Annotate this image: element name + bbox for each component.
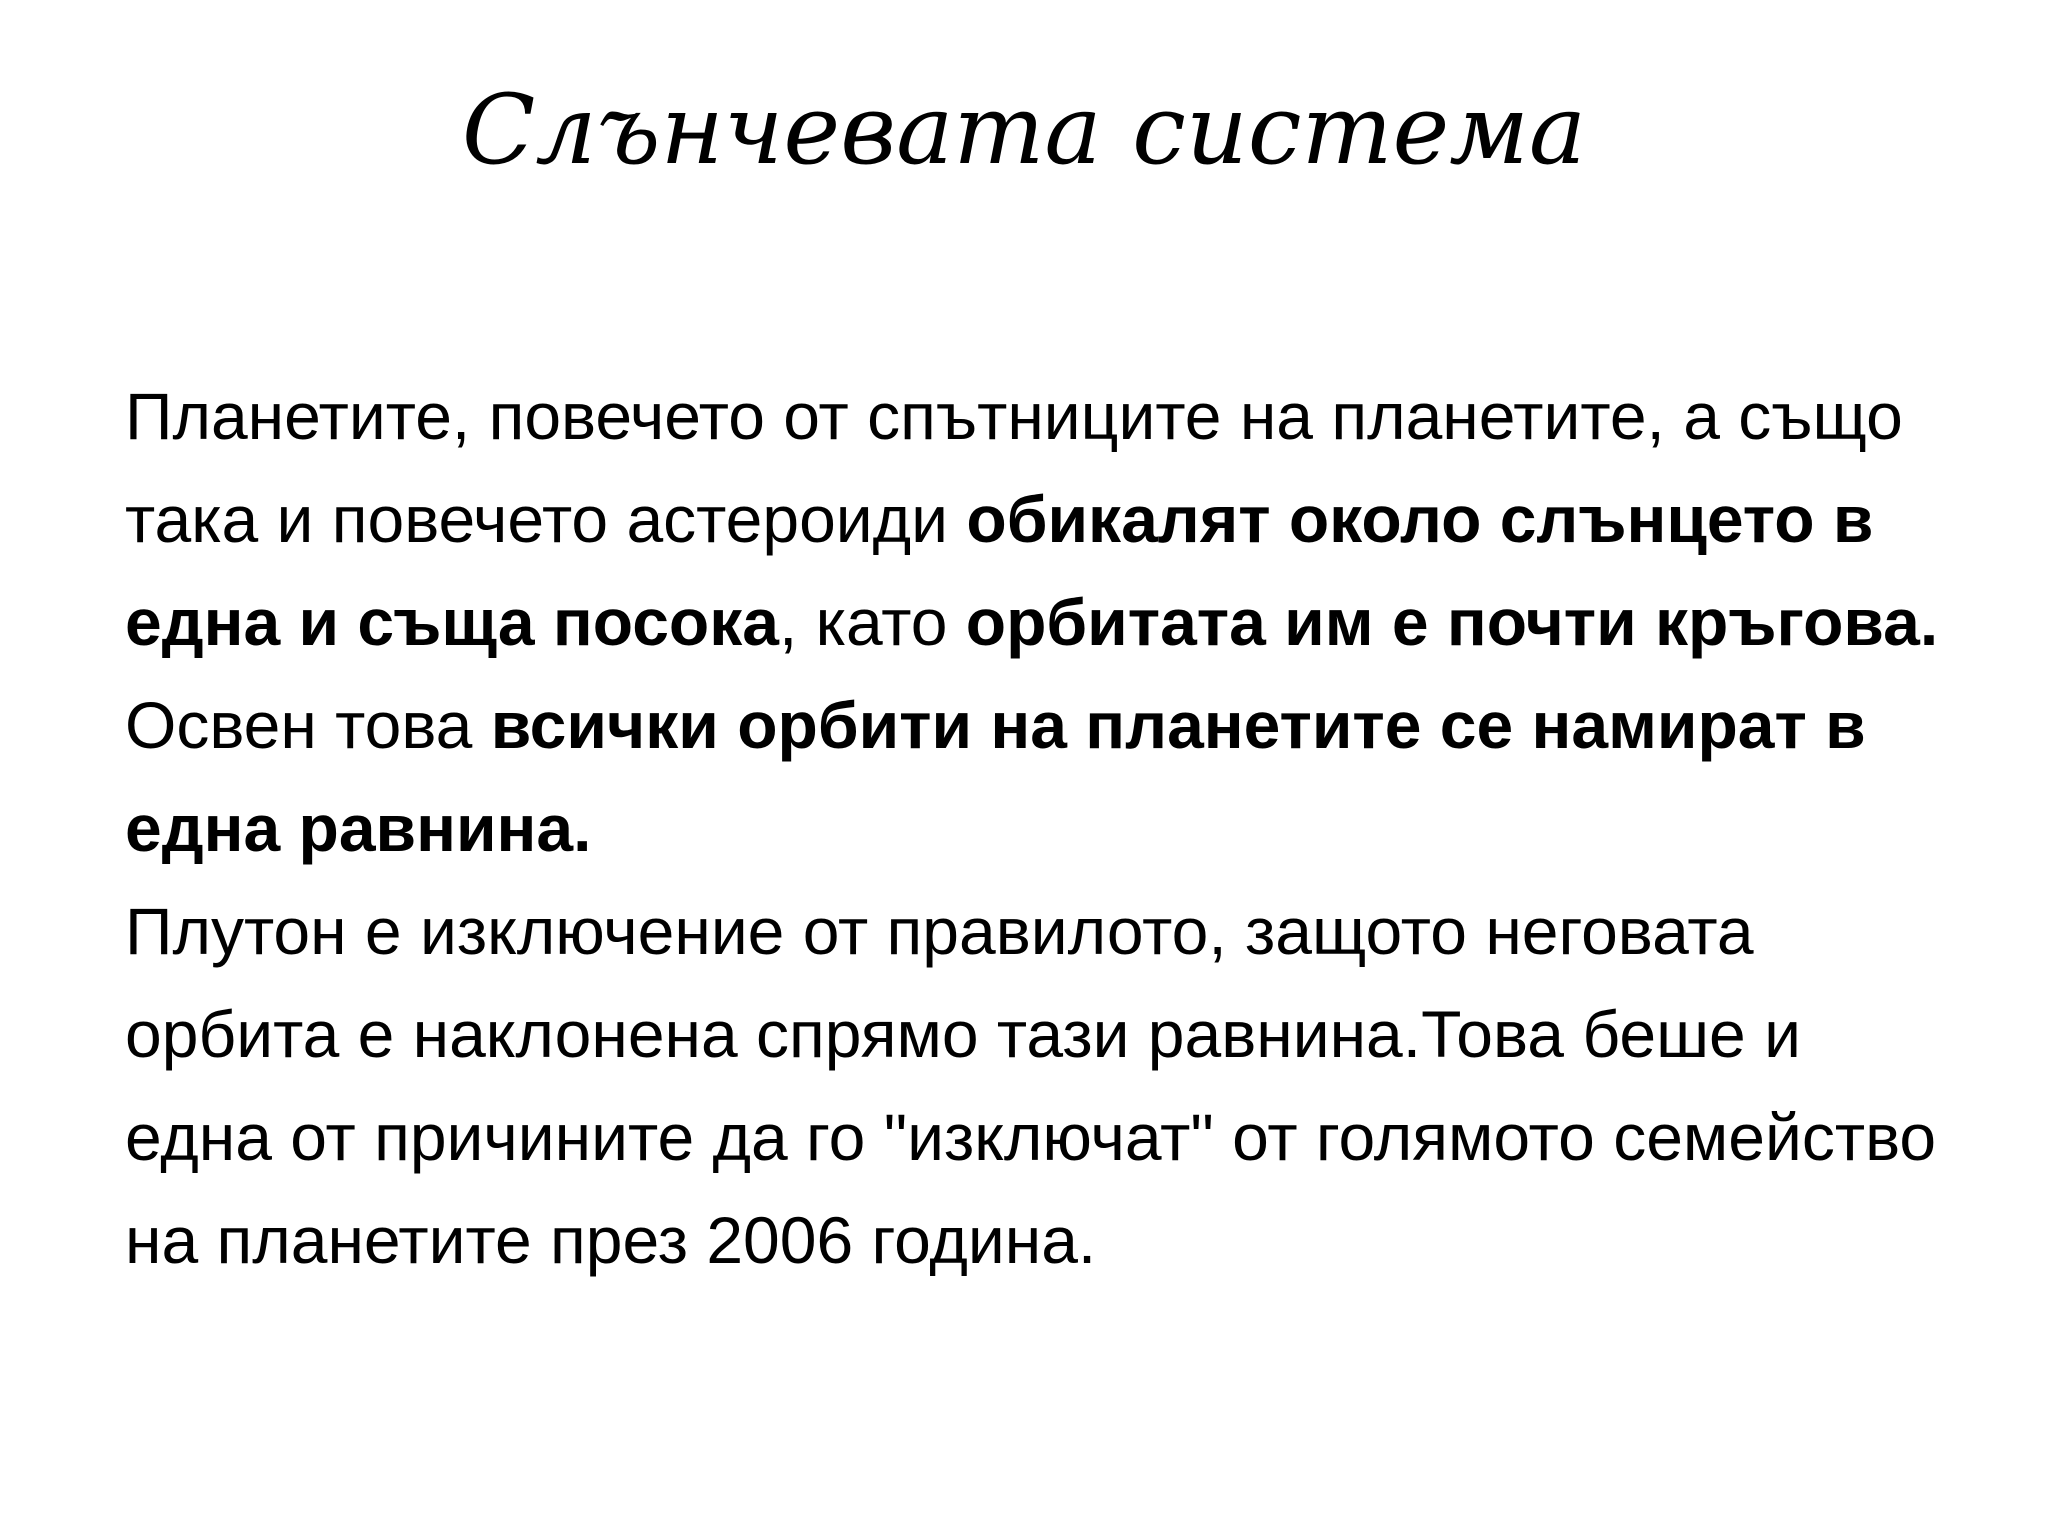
text-run: Освен това (125, 688, 491, 762)
paragraph-orbits-direction (125, 365, 1945, 674)
bold-text-run: всички орбити на планетите се намират в една равнина. (125, 688, 1866, 865)
paragraph-pluto (125, 880, 1945, 1292)
paragraph-orbits-plane (125, 674, 1945, 880)
text-run: , като (778, 585, 966, 659)
bold-text-run: обикалят около слънцето в една и съща посока (125, 482, 1874, 659)
text-run: Планетите, повечето от спътниците на планетите, а също така и повечето астероиди (125, 379, 1903, 556)
text-run: Плутон е изключение от правилото, защото неговата орбита е наклонена спрямо тази равнина.Това беше и една от причините да го "изключат" от голямото семейство на планетите през 2006 година. (125, 894, 1937, 1277)
slide-title: Слънчевата система (461, 74, 1587, 186)
slide-body (125, 365, 1945, 1292)
bold-text-run: орбитата им е почти кръгова. (965, 585, 1939, 659)
